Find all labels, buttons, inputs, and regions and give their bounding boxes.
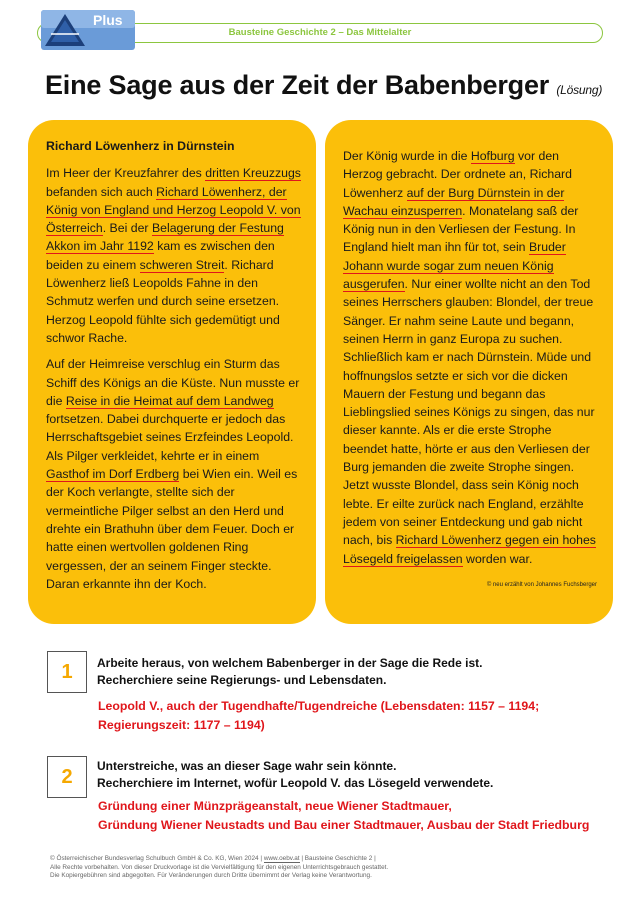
publisher-link[interactable]: www.oebv.at xyxy=(263,855,300,862)
task-1-answer: Leopold V., auch der Tugendhafte/Tugendreiche (Lebensdaten: 1157 – 1194; Regierungszeit: 1177 – 1194) xyxy=(98,699,540,732)
story-card-left xyxy=(28,120,316,624)
task-1-instructions: Arbeite heraus, von welchem Babenberger in der Sage die Rede ist. Recherchiere seine Regierungs- und Lebensdaten. xyxy=(97,656,483,687)
series-title: Bausteine Geschichte 2 – Das Mittelalter xyxy=(228,27,412,38)
task-1-number: 1 xyxy=(47,651,87,693)
story-card-right xyxy=(325,120,613,624)
logo-text: Plus xyxy=(93,12,123,28)
page-title-sub: (Lösung) xyxy=(556,83,603,97)
footer-copyright: © Österreichischer Bundesverlag Schulbuch GmbH & Co. KG, Wien 2024 | www.oebv.at | Bausteine Geschichte 2 | Alle Rechte vorbehalten. Von dieser Druckvorlage ist die Vervielfältigung für den eigenen Unterrichtsgebrauch gestattet. Die Kopiergebühren sind abgegolten. Für Veränderungen durch Dritte übernimmt der Verlag keine Verantwortung. xyxy=(50,855,389,880)
story-title: Richard Löwenherz in Dürnstein xyxy=(46,139,235,153)
page-title: Eine Sage aus der Zeit der Babenberger (Lösung) xyxy=(45,70,603,100)
plus-logo xyxy=(41,10,135,50)
story-paragraph: Auf der Heimreise verschlug ein Sturm das Schiff des Königs an die Küste. Nun musste er die Reise in die Heimat auf dem Landweg fortsetzen. Dabei durchquerte er jedoch das Herrschaftsgebiet seines Erzfeindes Leopold. Als Pilger verkleidet, kehrte er in einem Gasthof im Dorf Erdberg bei Wien ein. Weil es der Koch verlangte, stellte sich der vermeintliche Pilger selbst an den Herd und drehte ein Brathuhn über dem Feuer. Doch er hatte einen wertvollen goldenen Ring vergessen, der an seinem Finger steckte. Daran erkannte ihn der Koch. xyxy=(46,357,300,591)
task-2-number: 2 xyxy=(47,756,87,798)
task-2-answer: Gründung einer Münzprägeanstalt, neue Wiener Stadtmauer, Gründung Wiener Neustadts und Bau einer Stadtmauer, Ausbau der Stadt Friedburg xyxy=(98,799,590,832)
story-paragraph: Im Heer der Kreuzfahrer des dritten Kreuzzugs befanden sich auch Richard Löwenherz, der König von England und Herzog Leopold V. von Österreich. Bei der Belagerung der Festung Akkon im Jahr 1192 kam es zwischen den beiden zu einem schweren Streit. Richard Löwenherz ließ Leopolds Fahne in den Schmutz werfen und durch seine ersetzen. Herzog Leopold fühlte sich gedemütigt und schwor Rache. xyxy=(46,166,301,345)
story-credit: © neu erzählt von Johannes Fuchsberger xyxy=(486,581,597,588)
story-paragraph: Der König wurde in die Hofburg vor den Herzog gebracht. Der ordnete an, Richard Löwenherz auf der Burg Dürnstein in der Wachau einzusperren. Monatelang saß der König nun in den Verliesen der Festung. In England hielt man ihn für tot, sein Bruder Johann wurde sogar zum neuen König ausgerufen. Nur einer wollte nicht an den Tod seines Herrschers glauben: Blondel, der treue Sänger. Er nahm seine Laute und begann, seinen Herrn in ganz Europa zu suchen. Schließlich kam er nach Dürnstein. Müde und hoffnungslos setzte er sich vor die dicken Mauern der Festung und begann das Lieblingslied seines Königs zu singen, das nur dieser kannte. Als er die erste Strophe beendet hatte, hörte er aus den Verliesen der Burg jemanden die zweite Strophe singen. Jetzt wusste Blondel, dass sein König noch lebte. Er eilte zurück nach England, erzählte jedem von seiner Entdeckung und gab nicht nach, bis Richard Löwenherz gegen ein hohes Lösegeld freigelassen worden war. xyxy=(343,149,596,566)
task-2-instructions: Unterstreiche, was an dieser Sage wahr sein könnte. Recherchiere im Internet, wofür Leopold V. das Lösegeld verwendete. xyxy=(97,759,494,790)
